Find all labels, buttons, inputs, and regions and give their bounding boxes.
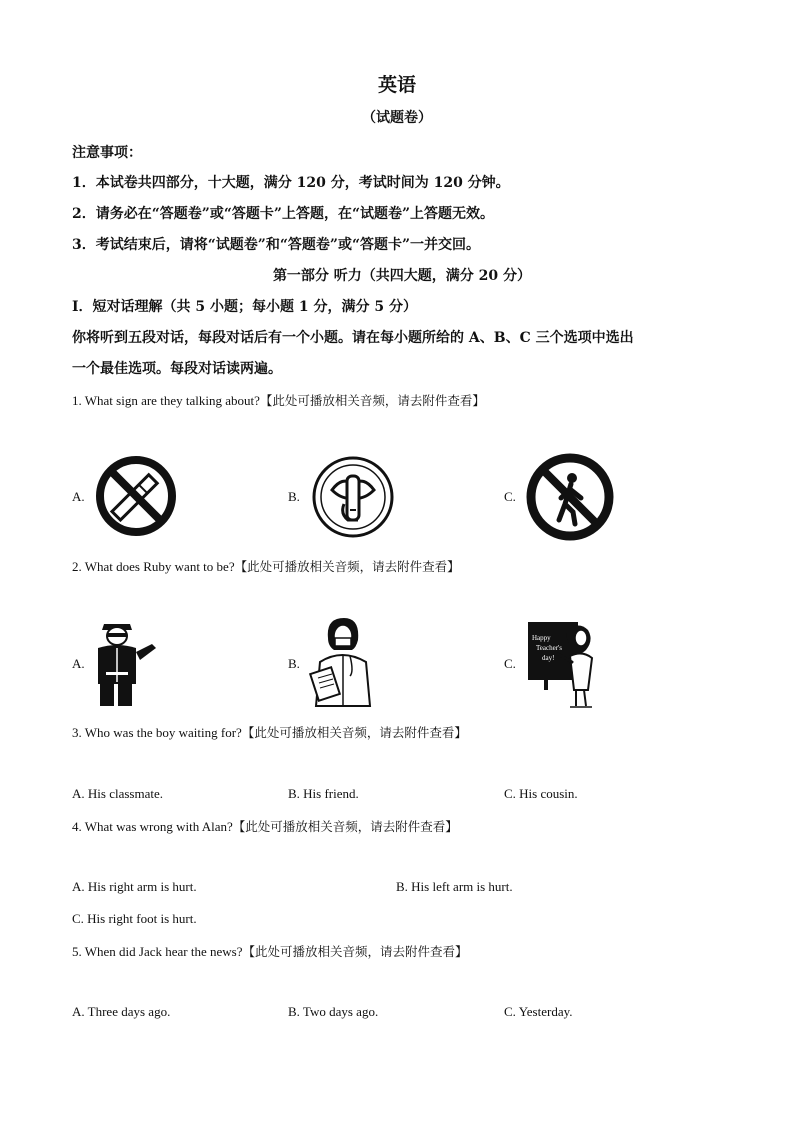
no-smoking-sign-icon: [94, 454, 178, 538]
section-instruction: 一个最佳选项。每段对话读两遍。: [72, 361, 282, 377]
question-stem: 3. Who was the boy waiting for?【此处可播放相关音频，请去附件查看】: [72, 725, 467, 740]
option-label: A.: [72, 656, 85, 671]
police-officer-icon: [90, 614, 160, 708]
teacher-icon: [526, 616, 598, 710]
option-label: C.: [504, 656, 516, 671]
chalkboard-text: day!: [542, 654, 555, 662]
keep-quiet-sign-icon: [310, 454, 396, 540]
option-c: C. His right foot is hurt.: [72, 911, 197, 926]
note-item: 1．本试卷共四部分，十大题，满分 120 分，考试时间为 120 分钟。: [72, 175, 510, 191]
audio-note: 【此处可播放相关音频，请去附件查看】: [234, 559, 460, 574]
audio-note: 【此处可播放相关音频，请去附件查看】: [242, 944, 468, 959]
option-b: B. Two days ago.: [288, 1004, 379, 1019]
option-a: A. Three days ago.: [72, 1004, 171, 1019]
option-c: C. His cousin.: [504, 786, 578, 801]
section-instruction: 你将听到五段对话，每段对话后有一个小题。请在每小题所给的 A、B、C 三个选项中选出: [72, 330, 634, 346]
option-label: B.: [288, 656, 300, 671]
audio-note: 【此处可播放相关音频，请去附件查看】: [232, 819, 458, 834]
question-stem: 2. What does Ruby want to be?【此处可播放相关音频，请去附件查看】: [72, 559, 460, 574]
option-a: A. His classmate.: [72, 786, 163, 801]
chalkboard-text: Happy: [532, 634, 551, 642]
audio-note: 【此处可播放相关音频，请去附件查看】: [241, 725, 467, 740]
section-title: Ⅰ．短对话理解（共 5 小题；每小题 1 分，满分 5 分）: [72, 299, 418, 315]
notes-heading: 注意事项：: [72, 145, 142, 161]
option-b: B. His left arm is hurt.: [396, 879, 513, 894]
doctor-icon: [306, 612, 378, 708]
page-subtitle: （试题卷）: [362, 110, 432, 126]
no-walking-sign-icon: [525, 452, 615, 542]
page-title: 英语: [377, 74, 416, 96]
option-label: A.: [72, 489, 85, 504]
option-label: B.: [288, 489, 300, 504]
audio-note: 【此处可播放相关音频，请去附件查看】: [259, 393, 485, 408]
note-item: 3．考试结束后，请将“试题卷”和“答题卷”或“答题卡”一并交回。: [72, 237, 481, 253]
chalkboard-text: Teacher's: [536, 644, 563, 652]
option-b: B. His friend.: [288, 786, 359, 801]
question-stem: 1. What sign are they talking about?【此处可播放相关音频，请去附件查看】: [72, 393, 485, 408]
question-stem: 4. What was wrong with Alan?【此处可播放相关音频，请去附件查看】: [72, 819, 458, 834]
question-stem: 5. When did Jack hear the news?【此处可播放相关音频，请去附件查看】: [72, 944, 468, 959]
note-item: 2．请务必在“答题卷”或“答题卡”上答题，在“试题卷”上答题无效。: [72, 206, 495, 222]
option-c: C. Yesterday.: [504, 1004, 573, 1019]
option-label: C.: [504, 489, 516, 504]
option-a: A. His right arm is hurt.: [72, 879, 197, 894]
part-title: 第一部分 听力（共四大题，满分 20 分）: [272, 268, 532, 284]
